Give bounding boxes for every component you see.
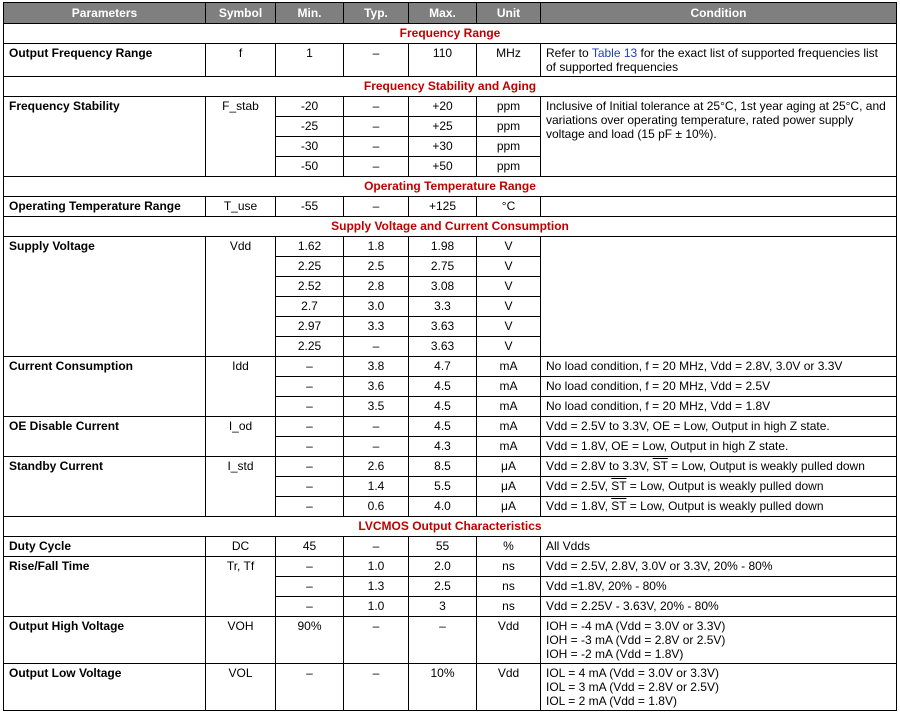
typ-cell: 3.5 [344, 397, 409, 417]
min-cell: 1 [276, 44, 344, 77]
min-cell: 2.52 [276, 277, 344, 297]
typ-cell: 3.8 [344, 357, 409, 377]
max-cell: 3.3 [409, 297, 477, 317]
symbol-cell: f [206, 44, 276, 77]
min-cell: 2.25 [276, 337, 344, 357]
symbol-cell: I_od [206, 417, 276, 457]
unit-cell: mA [477, 377, 541, 397]
min-cell: – [276, 437, 344, 457]
max-cell: 10% [409, 664, 477, 711]
condition-text: Refer to [546, 46, 592, 60]
max-cell: 8.5 [409, 457, 477, 477]
symbol-cell: VOH [206, 617, 276, 664]
typ-cell: 2.8 [344, 277, 409, 297]
unit-cell: V [477, 317, 541, 337]
condition-cell: Inclusive of Initial tolerance at 25°C, 1st year aging at 25°C, and variations over operating temperature, rated power supply voltage and load (15 pF ± 10%). [541, 97, 897, 177]
condition-line: IOH = -4 mA (Vdd = 3.0V or 3.3V) [546, 619, 726, 633]
unit-cell: ppm [477, 157, 541, 177]
min-cell: – [276, 377, 344, 397]
table-row [4, 197, 897, 217]
condition-cell [541, 44, 897, 77]
min-cell: – [276, 457, 344, 477]
param-cell: Operating Temperature Range [4, 197, 206, 217]
max-cell: 110 [409, 44, 477, 77]
symbol-cell: Vdd [206, 237, 276, 357]
max-cell: 55 [409, 537, 477, 557]
unit-cell: mA [477, 437, 541, 457]
unit-cell: % [477, 537, 541, 557]
min-cell: 90% [276, 617, 344, 664]
unit-cell: mA [477, 397, 541, 417]
condition-cell: Vdd = 2.25V - 3.63V, 20% - 80% [541, 597, 897, 617]
spec-table [3, 2, 897, 711]
section-stability: Frequency Stability and Aging [4, 77, 897, 97]
typ-cell: 1.4 [344, 477, 409, 497]
max-cell: 3.08 [409, 277, 477, 297]
typ-cell: – [344, 197, 409, 217]
min-cell: – [276, 597, 344, 617]
unit-cell: mA [477, 357, 541, 377]
max-cell: 4.7 [409, 357, 477, 377]
symbol-cell: I_std [206, 457, 276, 517]
typ-cell: 3.3 [344, 317, 409, 337]
section-row [4, 24, 897, 44]
header-symbol: Symbol [206, 3, 276, 24]
unit-cell: V [477, 297, 541, 317]
unit-cell: V [477, 257, 541, 277]
condition-cell [541, 457, 897, 477]
condition-cell: No load condition, f = 20 MHz, Vdd = 1.8V [541, 397, 897, 417]
min-cell: 2.7 [276, 297, 344, 317]
max-cell: 5.5 [409, 477, 477, 497]
condition-line: IOH = -3 mA (Vdd = 2.8V or 2.5V) [546, 633, 726, 647]
min-cell: -30 [276, 137, 344, 157]
section-temperature: Operating Temperature Range [4, 177, 897, 197]
max-cell: +20 [409, 97, 477, 117]
condition-text: = Low, Output is weakly pulled down [667, 459, 865, 473]
condition-cell: Vdd = 2.5V to 3.3V, OE = Low, Output in high Z state. [541, 417, 897, 437]
unit-cell: μA [477, 477, 541, 497]
typ-cell: – [344, 537, 409, 557]
max-cell: – [409, 617, 477, 664]
unit-cell: ppm [477, 137, 541, 157]
condition-text: = Low, Output is weakly pulled down [626, 479, 824, 493]
symbol-cell: Tr, Tf [206, 557, 276, 617]
param-cell: Output Low Voltage [4, 664, 206, 711]
typ-cell: 2.5 [344, 257, 409, 277]
typ-cell: – [344, 617, 409, 664]
unit-cell: mA [477, 417, 541, 437]
condition-cell [541, 497, 897, 517]
min-cell: -55 [276, 197, 344, 217]
header-typ: Typ. [344, 3, 409, 24]
param-cell: Duty Cycle [4, 537, 206, 557]
min-cell: 1.62 [276, 237, 344, 257]
max-cell: +50 [409, 157, 477, 177]
table-row [4, 557, 897, 577]
min-cell: – [276, 577, 344, 597]
min-cell: 2.97 [276, 317, 344, 337]
max-cell: +25 [409, 117, 477, 137]
param-cell: Current Consumption [4, 357, 206, 417]
min-cell: – [276, 664, 344, 711]
max-cell: 2.5 [409, 577, 477, 597]
param-cell: OE Disable Current [4, 417, 206, 457]
max-cell: +125 [409, 197, 477, 217]
section-supply: Supply Voltage and Current Consumption [4, 217, 897, 237]
condition-text: for the exact list of supported frequencies list of supported frequencies [546, 46, 878, 74]
max-cell: 4.5 [409, 397, 477, 417]
typ-cell: – [344, 337, 409, 357]
typ-cell: 1.0 [344, 557, 409, 577]
header-unit: Unit [477, 3, 541, 24]
typ-cell: 1.8 [344, 237, 409, 257]
typ-cell: – [344, 157, 409, 177]
min-cell: -25 [276, 117, 344, 137]
min-cell: – [276, 477, 344, 497]
header-condition: Condition [541, 3, 897, 24]
unit-cell: ppm [477, 117, 541, 137]
condition-cell: No load condition, f = 20 MHz, Vdd = 2.8V, 3.0V or 3.3V [541, 357, 897, 377]
st-pin-label: $\overline{ST}$ [611, 479, 627, 493]
max-cell: 1.98 [409, 237, 477, 257]
condition-cell: Vdd = 1.8V, OE = Low, Output in high Z state. [541, 437, 897, 457]
typ-cell: 3.0 [344, 297, 409, 317]
min-cell: -50 [276, 157, 344, 177]
table-row [4, 97, 897, 117]
st-pin-label: $\overline{ST}$ [611, 499, 627, 513]
param-cell: Supply Voltage [4, 237, 206, 357]
table-13-link[interactable]: Table 13 [591, 46, 638, 60]
typ-cell: – [344, 437, 409, 457]
unit-cell: °C [477, 197, 541, 217]
min-cell: – [276, 557, 344, 577]
param-cell: Output Frequency Range [4, 44, 206, 77]
section-row [4, 177, 897, 197]
condition-text: Vdd = 2.8V to 3.3V, [546, 459, 653, 473]
condition-cell [541, 237, 897, 357]
table-row [4, 617, 897, 664]
unit-cell: μA [477, 497, 541, 517]
typ-cell: 2.6 [344, 457, 409, 477]
condition-cell [541, 617, 897, 664]
param-cell: Standby Current [4, 457, 206, 517]
unit-cell: ns [477, 597, 541, 617]
unit-cell: V [477, 277, 541, 297]
max-cell: 2.0 [409, 557, 477, 577]
condition-cell: All Vdds [541, 537, 897, 557]
min-cell: – [276, 497, 344, 517]
condition-text: Vdd = 2.5V, [546, 479, 612, 493]
header-min: Min. [276, 3, 344, 24]
header-row [4, 3, 897, 24]
max-cell: 2.75 [409, 257, 477, 277]
section-lvcmos: LVCMOS Output Characteristics [4, 517, 897, 537]
condition-line: IOH = -2 mA (Vdd = 1.8V) [546, 647, 684, 661]
header-max: Max. [409, 3, 477, 24]
param-cell: Rise/Fall Time [4, 557, 206, 617]
condition-cell: No load condition, f = 20 MHz, Vdd = 2.5V [541, 377, 897, 397]
min-cell: – [276, 357, 344, 377]
typ-cell: – [344, 117, 409, 137]
param-cell: Frequency Stability [4, 97, 206, 177]
condition-text: Vdd = 1.8V, [546, 499, 612, 513]
condition-cell [541, 664, 897, 711]
max-cell: 4.5 [409, 377, 477, 397]
unit-cell: ppm [477, 97, 541, 117]
condition-cell [541, 477, 897, 497]
unit-cell: ns [477, 557, 541, 577]
typ-cell: 1.3 [344, 577, 409, 597]
table-row [4, 357, 897, 377]
max-cell: 4.0 [409, 497, 477, 517]
symbol-cell: Idd [206, 357, 276, 417]
min-cell: 45 [276, 537, 344, 557]
table-row [4, 537, 897, 557]
header-parameters: Parameters [4, 3, 206, 24]
condition-line: IOL = 2 mA (Vdd = 1.8V) [546, 694, 677, 708]
typ-cell: – [344, 97, 409, 117]
table-row [4, 457, 897, 477]
st-pin-label: $\overline{ST}$ [652, 459, 668, 473]
max-cell: 4.5 [409, 417, 477, 437]
typ-cell: 3.6 [344, 377, 409, 397]
unit-cell: μA [477, 457, 541, 477]
unit-cell: Vdd [477, 664, 541, 711]
unit-cell: V [477, 237, 541, 257]
min-cell: – [276, 417, 344, 437]
unit-cell: ns [477, 577, 541, 597]
section-frequency-range: Frequency Range [4, 24, 897, 44]
max-cell: +30 [409, 137, 477, 157]
condition-text: = Low, Output is weakly pulled down [626, 499, 824, 513]
typ-cell: – [344, 417, 409, 437]
max-cell: 3 [409, 597, 477, 617]
section-row [4, 77, 897, 97]
section-row [4, 217, 897, 237]
typ-cell: 1.0 [344, 597, 409, 617]
table-row [4, 44, 897, 77]
section-row [4, 517, 897, 537]
unit-cell: Vdd [477, 617, 541, 664]
table-row [4, 664, 897, 711]
condition-cell: Vdd = 2.5V, 2.8V, 3.0V or 3.3V, 20% - 80% [541, 557, 897, 577]
param-cell: Output High Voltage [4, 617, 206, 664]
symbol-cell: T_use [206, 197, 276, 217]
typ-cell: – [344, 137, 409, 157]
symbol-cell: VOL [206, 664, 276, 711]
condition-line: IOL = 4 mA (Vdd = 3.0V or 3.3V) [546, 666, 719, 680]
typ-cell: 0.6 [344, 497, 409, 517]
unit-cell: MHz [477, 44, 541, 77]
table-row [4, 417, 897, 437]
condition-line: IOL = 3 mA (Vdd = 2.8V or 2.5V) [546, 680, 719, 694]
symbol-cell: F_stab [206, 97, 276, 177]
min-cell: -20 [276, 97, 344, 117]
max-cell: 4.3 [409, 437, 477, 457]
min-cell: 2.25 [276, 257, 344, 277]
min-cell: – [276, 397, 344, 417]
condition-cell [541, 197, 897, 217]
typ-cell: – [344, 664, 409, 711]
symbol-cell: DC [206, 537, 276, 557]
unit-cell: V [477, 337, 541, 357]
condition-cell: Vdd =1.8V, 20% - 80% [541, 577, 897, 597]
table-row [4, 237, 897, 257]
max-cell: 3.63 [409, 317, 477, 337]
typ-cell: – [344, 44, 409, 77]
max-cell: 3.63 [409, 337, 477, 357]
